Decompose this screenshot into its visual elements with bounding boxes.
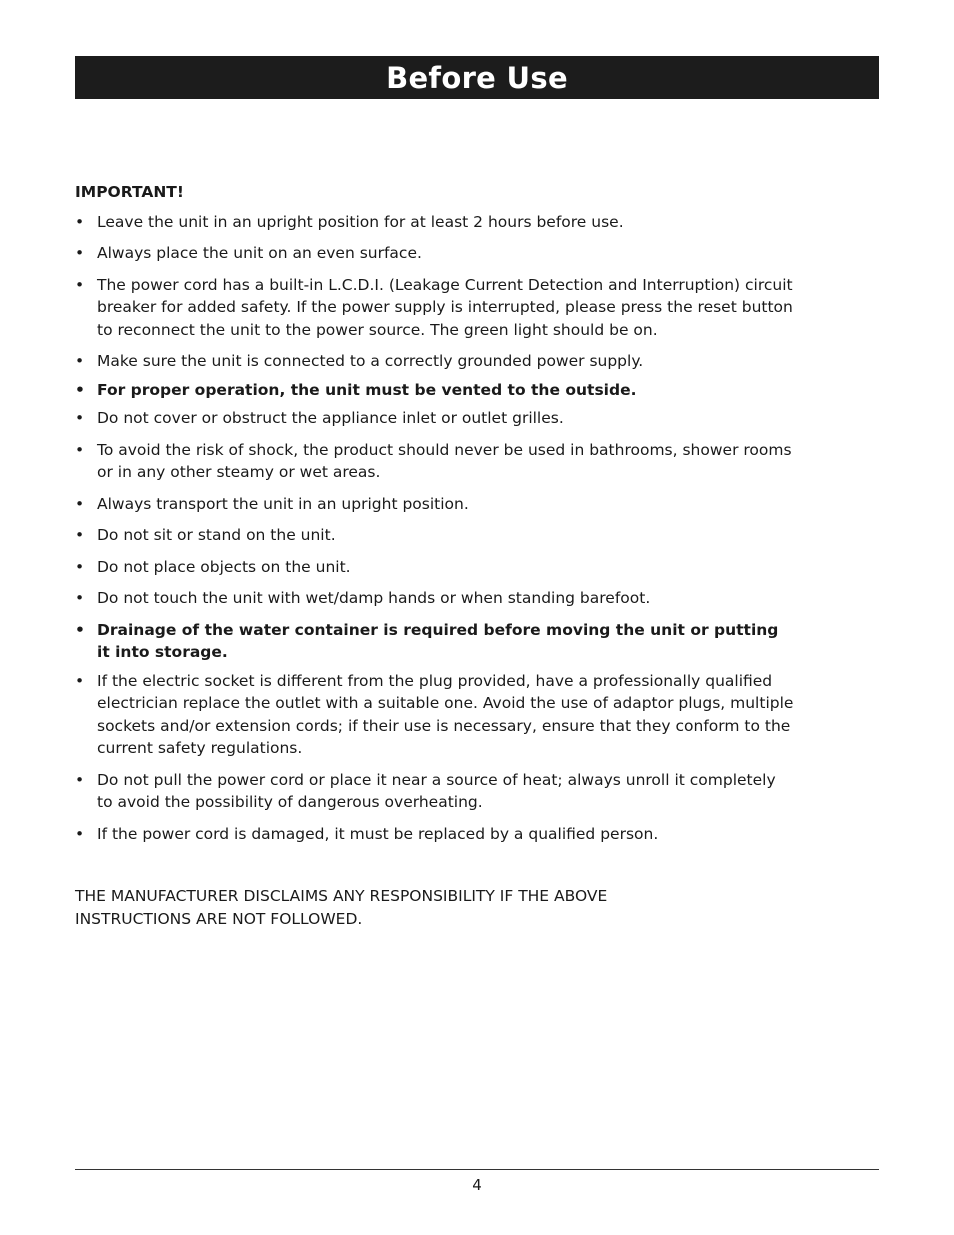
list-item-text: Always place the unit on an even surface. [97,244,422,262]
bullet-icon: • [75,589,85,607]
bullet-icon: • [75,494,85,513]
bullet-icon: • [75,275,85,294]
section-title-bar [75,56,879,99]
list-item [75,670,795,760]
list-item-text: For proper operation, the unit must be vented to the outside. [97,380,637,399]
list-item [75,379,795,402]
list-item [75,407,795,430]
list-item [75,439,795,484]
bullet-icon: • [75,620,85,639]
list-item [75,619,795,664]
list-item [75,524,795,547]
list-item [75,274,795,342]
list-item-text: The power cord has a built-in L.C.D.I. (Leakage Current Detection and Interruption) circuit breaker for added safety. If the power supply is interrupted, please press the reset button to reconnect the unit to the power source. The green light should be on. [97,275,793,339]
bullet-icon: • [75,671,85,690]
bullet-icon: • [75,212,85,231]
list-item [75,556,795,579]
list-item-text: If the electric socket is different from the plug provided, have a professionally qualified electrician replace the outlet with a suitable one. Avoid the use of adaptor plugs, multiple sockets and/or extension cords; if their use is necessary, ensure that they conform to the current safety regulations. [97,671,794,757]
manufacturer-disclaimer: THE MANUFACTURER DISCLAIMS ANY RESPONSIBILITY IF THE ABOVE INSTRUCTIONS ARE NOT FOLLOWED. [75,887,608,928]
bullet-icon: • [75,244,85,262]
bullet-icon: • [75,770,85,789]
list-item-text: Do not cover or obstruct the appliance inlet or outlet grilles. [97,409,564,427]
bullet-icon: • [75,409,85,427]
footer-divider [75,1169,879,1170]
bullet-icon: • [75,440,85,459]
list-item-text: Do not touch the unit with wet/damp hands or when standing barefoot. [97,589,651,607]
bullet-icon: • [75,526,85,544]
safety-list [75,211,795,846]
bullet-icon: • [75,380,85,399]
page-title: Before Use [386,60,568,95]
list-item-text: Make sure the unit is connected to a correctly grounded power supply. [97,352,644,370]
bullet-icon: • [75,352,85,370]
list-item [75,493,795,516]
content-area [75,181,795,930]
list-item [75,823,795,846]
list-item-text: If the power cord is damaged, it must be replaced by a qualified person. [97,824,659,843]
list-item [75,211,795,234]
list-item-text: Do not pull the power cord or place it near a source of heat; always unroll it completely to avoid the possibility of dangerous overheating. [97,770,776,811]
list-item [75,350,795,373]
bullet-icon: • [75,824,85,843]
list-item [75,242,795,265]
list-item-text: Do not place objects on the unit. [97,557,351,576]
list-item-text: To avoid the risk of shock, the product should never be used in bathrooms, shower rooms or in any other steamy or wet areas. [97,440,792,481]
list-item-text: Do not sit or stand on the unit. [97,526,336,544]
list-item [75,587,795,610]
page-number: 4 [472,1176,482,1194]
important-heading: IMPORTANT! [75,183,184,201]
bullet-icon: • [75,557,85,576]
list-item-text: Leave the unit in an upright position for at least 2 hours before use. [97,212,624,231]
list-item-text: Drainage of the water container is required before moving the unit or putting it into storage. [97,620,779,661]
list-item [75,769,795,814]
list-item-text: Always transport the unit in an upright position. [97,494,469,513]
